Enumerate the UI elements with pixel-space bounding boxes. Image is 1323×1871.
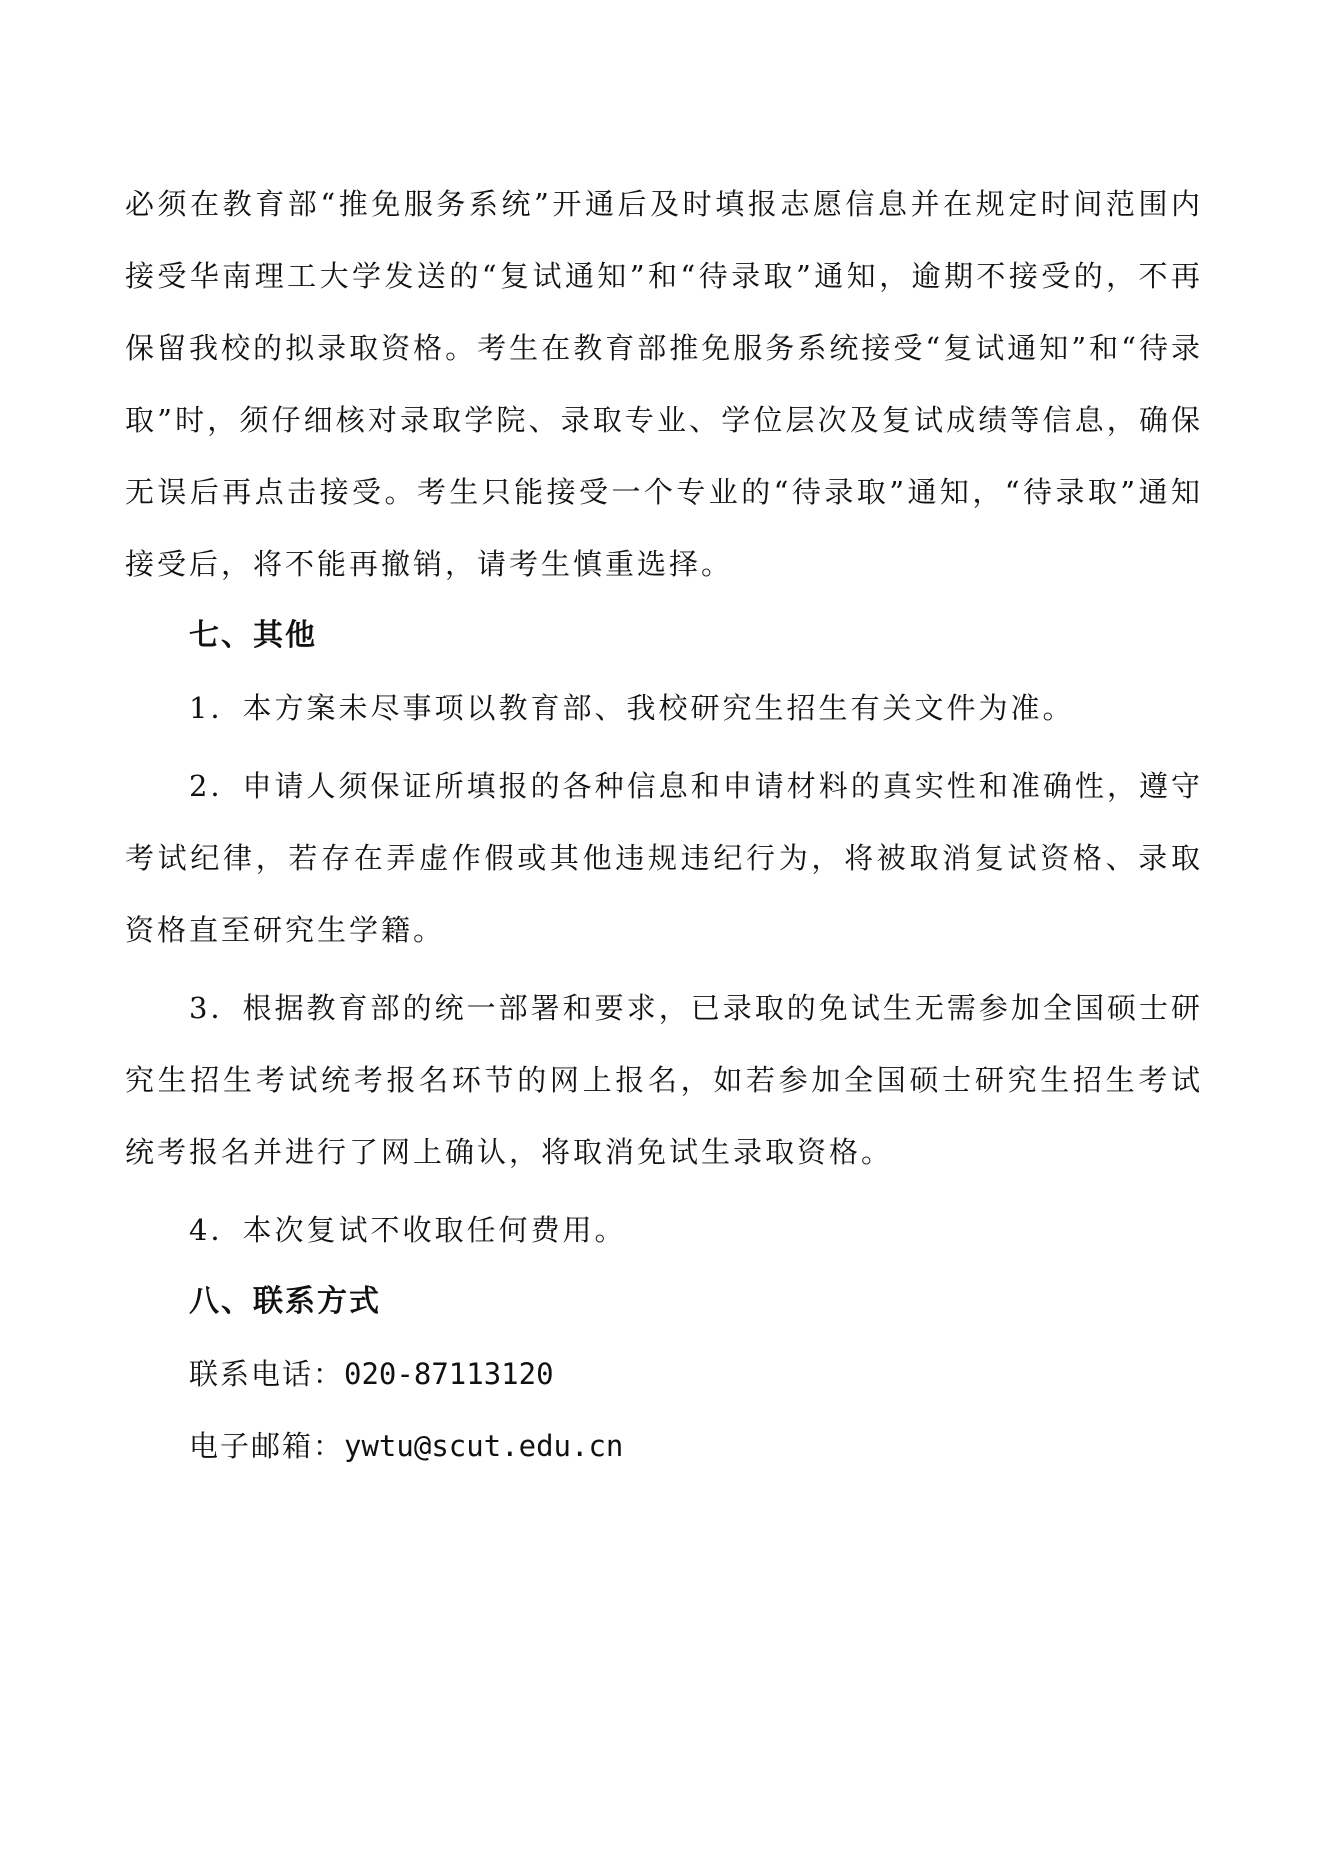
section-7-heading: 七、其他	[189, 618, 317, 653]
email-label: 电子邮箱：	[189, 1429, 345, 1463]
section-7-item-1: 1．本方案未尽事项以教育部、我校研究生招生有关文件为准。	[189, 691, 1075, 725]
email-value[interactable]: ywtu@scut.edu.cn	[344, 1429, 624, 1463]
contact-email	[125, 1410, 1203, 1482]
phone-value: 020-87113120	[344, 1357, 554, 1391]
contact-phone	[125, 1338, 1203, 1410]
section-7-item-4: 4．本次复试不收取任何费用。	[189, 1213, 627, 1247]
section-7-item-3: 3．根据教育部的统一部署和要求，已录取的免试生无需参加全国硕士研究生招生考试统考报名环节的网上报名，如若参加全国硕士研究生招生考试统考报名并进行了网上确认，将取消免试生录取资格。	[125, 991, 1203, 1169]
continuation-paragraph: 必须在教育部“推免服务系统”开通后及时填报志愿信息并在规定时间范围内接受华南理工大学发送的“复试通知”和“待录取”通知，逾期不接受的，不再保留我校的拟录取资格。考生在教育部推免服务系统接受“复试通知”和“待录取”时，须仔细核对录取学院、录取专业、学位层次及复试成绩等信息，确保无误后再点击接受。考生只能接受一个专业的“待录取”通知，“待录取”通知接受后，将不能再撤销，请考生慎重选择。	[125, 187, 1203, 581]
section-8-heading: 八、联系方式	[189, 1284, 381, 1319]
section-7-item-2: 2．申请人须保证所填报的各种信息和申请材料的真实性和准确性，遵守考试纪律，若存在弄虚作假或其他违规违纪行为，将被取消复试资格、录取资格直至研究生学籍。	[125, 769, 1203, 947]
phone-label: 联系电话：	[189, 1357, 345, 1391]
document-page	[125, 168, 1203, 1482]
